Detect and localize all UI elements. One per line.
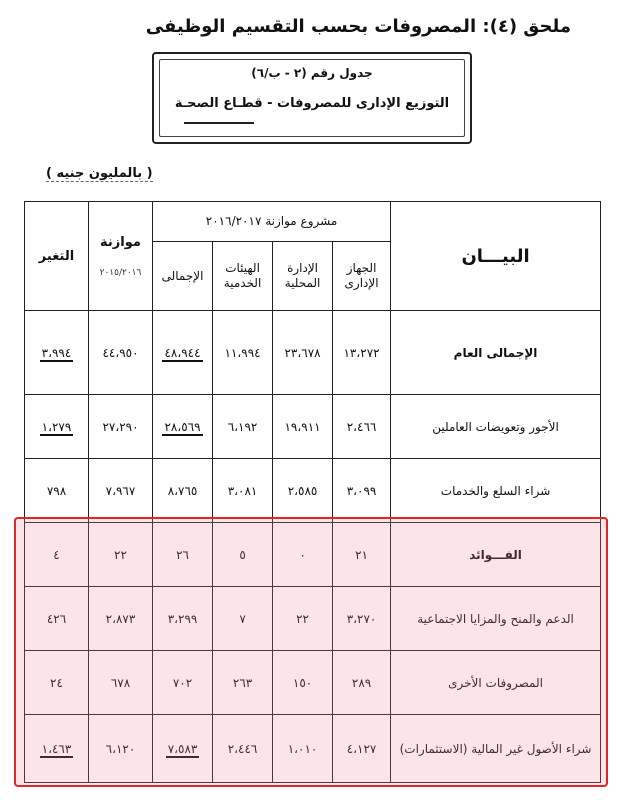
row-label: الدعم والمنح والمزايا الاجتماعية <box>391 587 601 651</box>
subtitle-underline <box>184 122 254 124</box>
cell-change: ٣،٩٩٤ <box>25 311 89 395</box>
header-budget-label: موازنة <box>100 234 141 250</box>
cell-total: ٧،٥٨٣ <box>153 715 213 783</box>
cell-total: ٨،٧٦٥ <box>153 459 213 523</box>
row-label: الأجور وتعويضات العاملين <box>391 395 601 459</box>
cell-local: ١٥٠ <box>273 651 333 715</box>
cell-change: ٤٢٦ <box>25 587 89 651</box>
cell-change: ١،٤٦٣ <box>25 715 89 783</box>
table-row <box>25 459 601 523</box>
cell-total: ٧٠٢ <box>153 651 213 715</box>
table-subtitle: التوزيع الإدارى للمصروفات - قطـاع الصحـة <box>174 96 450 111</box>
row-label: المصروفات الأخرى <box>391 651 601 715</box>
unit-note: ( بالمليون جنيه ) <box>46 166 153 181</box>
cell-budget: ٧،٩٦٧ <box>89 459 153 523</box>
header-budget <box>89 202 153 311</box>
cell-change: ١،٢٧٩ <box>25 395 89 459</box>
cell-local: ٠ <box>273 523 333 587</box>
header-project-group: مشروع موازنة ٢٠١٦/٢٠١٧ <box>153 202 391 242</box>
header-change <box>25 202 89 311</box>
cell-local: ١٩،٩١١ <box>273 395 333 459</box>
cell-budget: ٦،١٢٠ <box>89 715 153 783</box>
cell-local: ٢،٥٨٥ <box>273 459 333 523</box>
cell-change: ٧٩٨ <box>25 459 89 523</box>
cell-total: ٣،٢٩٩ <box>153 587 213 651</box>
header-budget-year: ٢٠١٥/٢٠١٦ <box>99 267 142 278</box>
cell-total: ٢٦ <box>153 523 213 587</box>
cell-admin: ٢،٤٦٦ <box>333 395 391 459</box>
table-number: جدول رقم (٢ - ب/٦) <box>251 66 373 80</box>
cell-budget: ٢٢ <box>89 523 153 587</box>
cell-admin: ٤،١٢٧ <box>333 715 391 783</box>
cell-budget: ٢٧،٢٩٠ <box>89 395 153 459</box>
cell-local: ٢٣،٦٧٨ <box>273 311 333 395</box>
cell-authorities: ٥ <box>213 523 273 587</box>
cell-authorities: ٦،١٩٢ <box>213 395 273 459</box>
header-admin-agency: الجهاز الإدارى <box>333 242 391 311</box>
cell-admin: ٣،٠٩٩ <box>333 459 391 523</box>
cell-admin: ١٣،٢٧٢ <box>333 311 391 395</box>
cell-admin: ٢١ <box>333 523 391 587</box>
cell-local: ١،٠١٠ <box>273 715 333 783</box>
cell-budget: ٦٧٨ <box>89 651 153 715</box>
header-change-label: التغير <box>38 248 75 264</box>
cell-authorities: ٣،٠٨١ <box>213 459 273 523</box>
table-row <box>25 523 601 587</box>
row-label: شراء السلع والخدمات <box>391 459 601 523</box>
cell-total: ٢٨،٥٦٩ <box>153 395 213 459</box>
cell-change: ٢٤ <box>25 651 89 715</box>
cell-budget: ٤٤،٩٥٠ <box>89 311 153 395</box>
header-description: البيـــان <box>391 202 601 311</box>
row-label: شراء الأصول غير المالية (الاستثمارات) <box>391 715 601 783</box>
table-row <box>25 651 601 715</box>
cell-admin: ٣،٢٧٠ <box>333 587 391 651</box>
row-label: الإجمالى العام <box>391 311 601 395</box>
header-local-admin: الإدارة المحلية <box>273 242 333 311</box>
header-service-authorities: الهيئات الخدمية <box>213 242 273 311</box>
table-row <box>25 311 601 395</box>
page-title: ملحق (٤): المصروفات بحسب التقسيم الوظيفى <box>145 16 571 37</box>
table-row <box>25 587 601 651</box>
expenditure-table <box>24 201 601 783</box>
cell-authorities: ٢،٤٤٦ <box>213 715 273 783</box>
cell-budget: ٢،٨٧٣ <box>89 587 153 651</box>
table-row <box>25 395 601 459</box>
cell-authorities: ٧ <box>213 587 273 651</box>
cell-admin: ٢٨٩ <box>333 651 391 715</box>
cell-authorities: ٢٦٣ <box>213 651 273 715</box>
cell-change: ٤ <box>25 523 89 587</box>
row-label: الفـــوائد <box>391 523 601 587</box>
header-total: الإجمالى <box>153 242 213 311</box>
table-row <box>25 715 601 783</box>
cell-local: ٢٢ <box>273 587 333 651</box>
cell-authorities: ١١،٩٩٤ <box>213 311 273 395</box>
cell-total: ٤٨،٩٤٤ <box>153 311 213 395</box>
